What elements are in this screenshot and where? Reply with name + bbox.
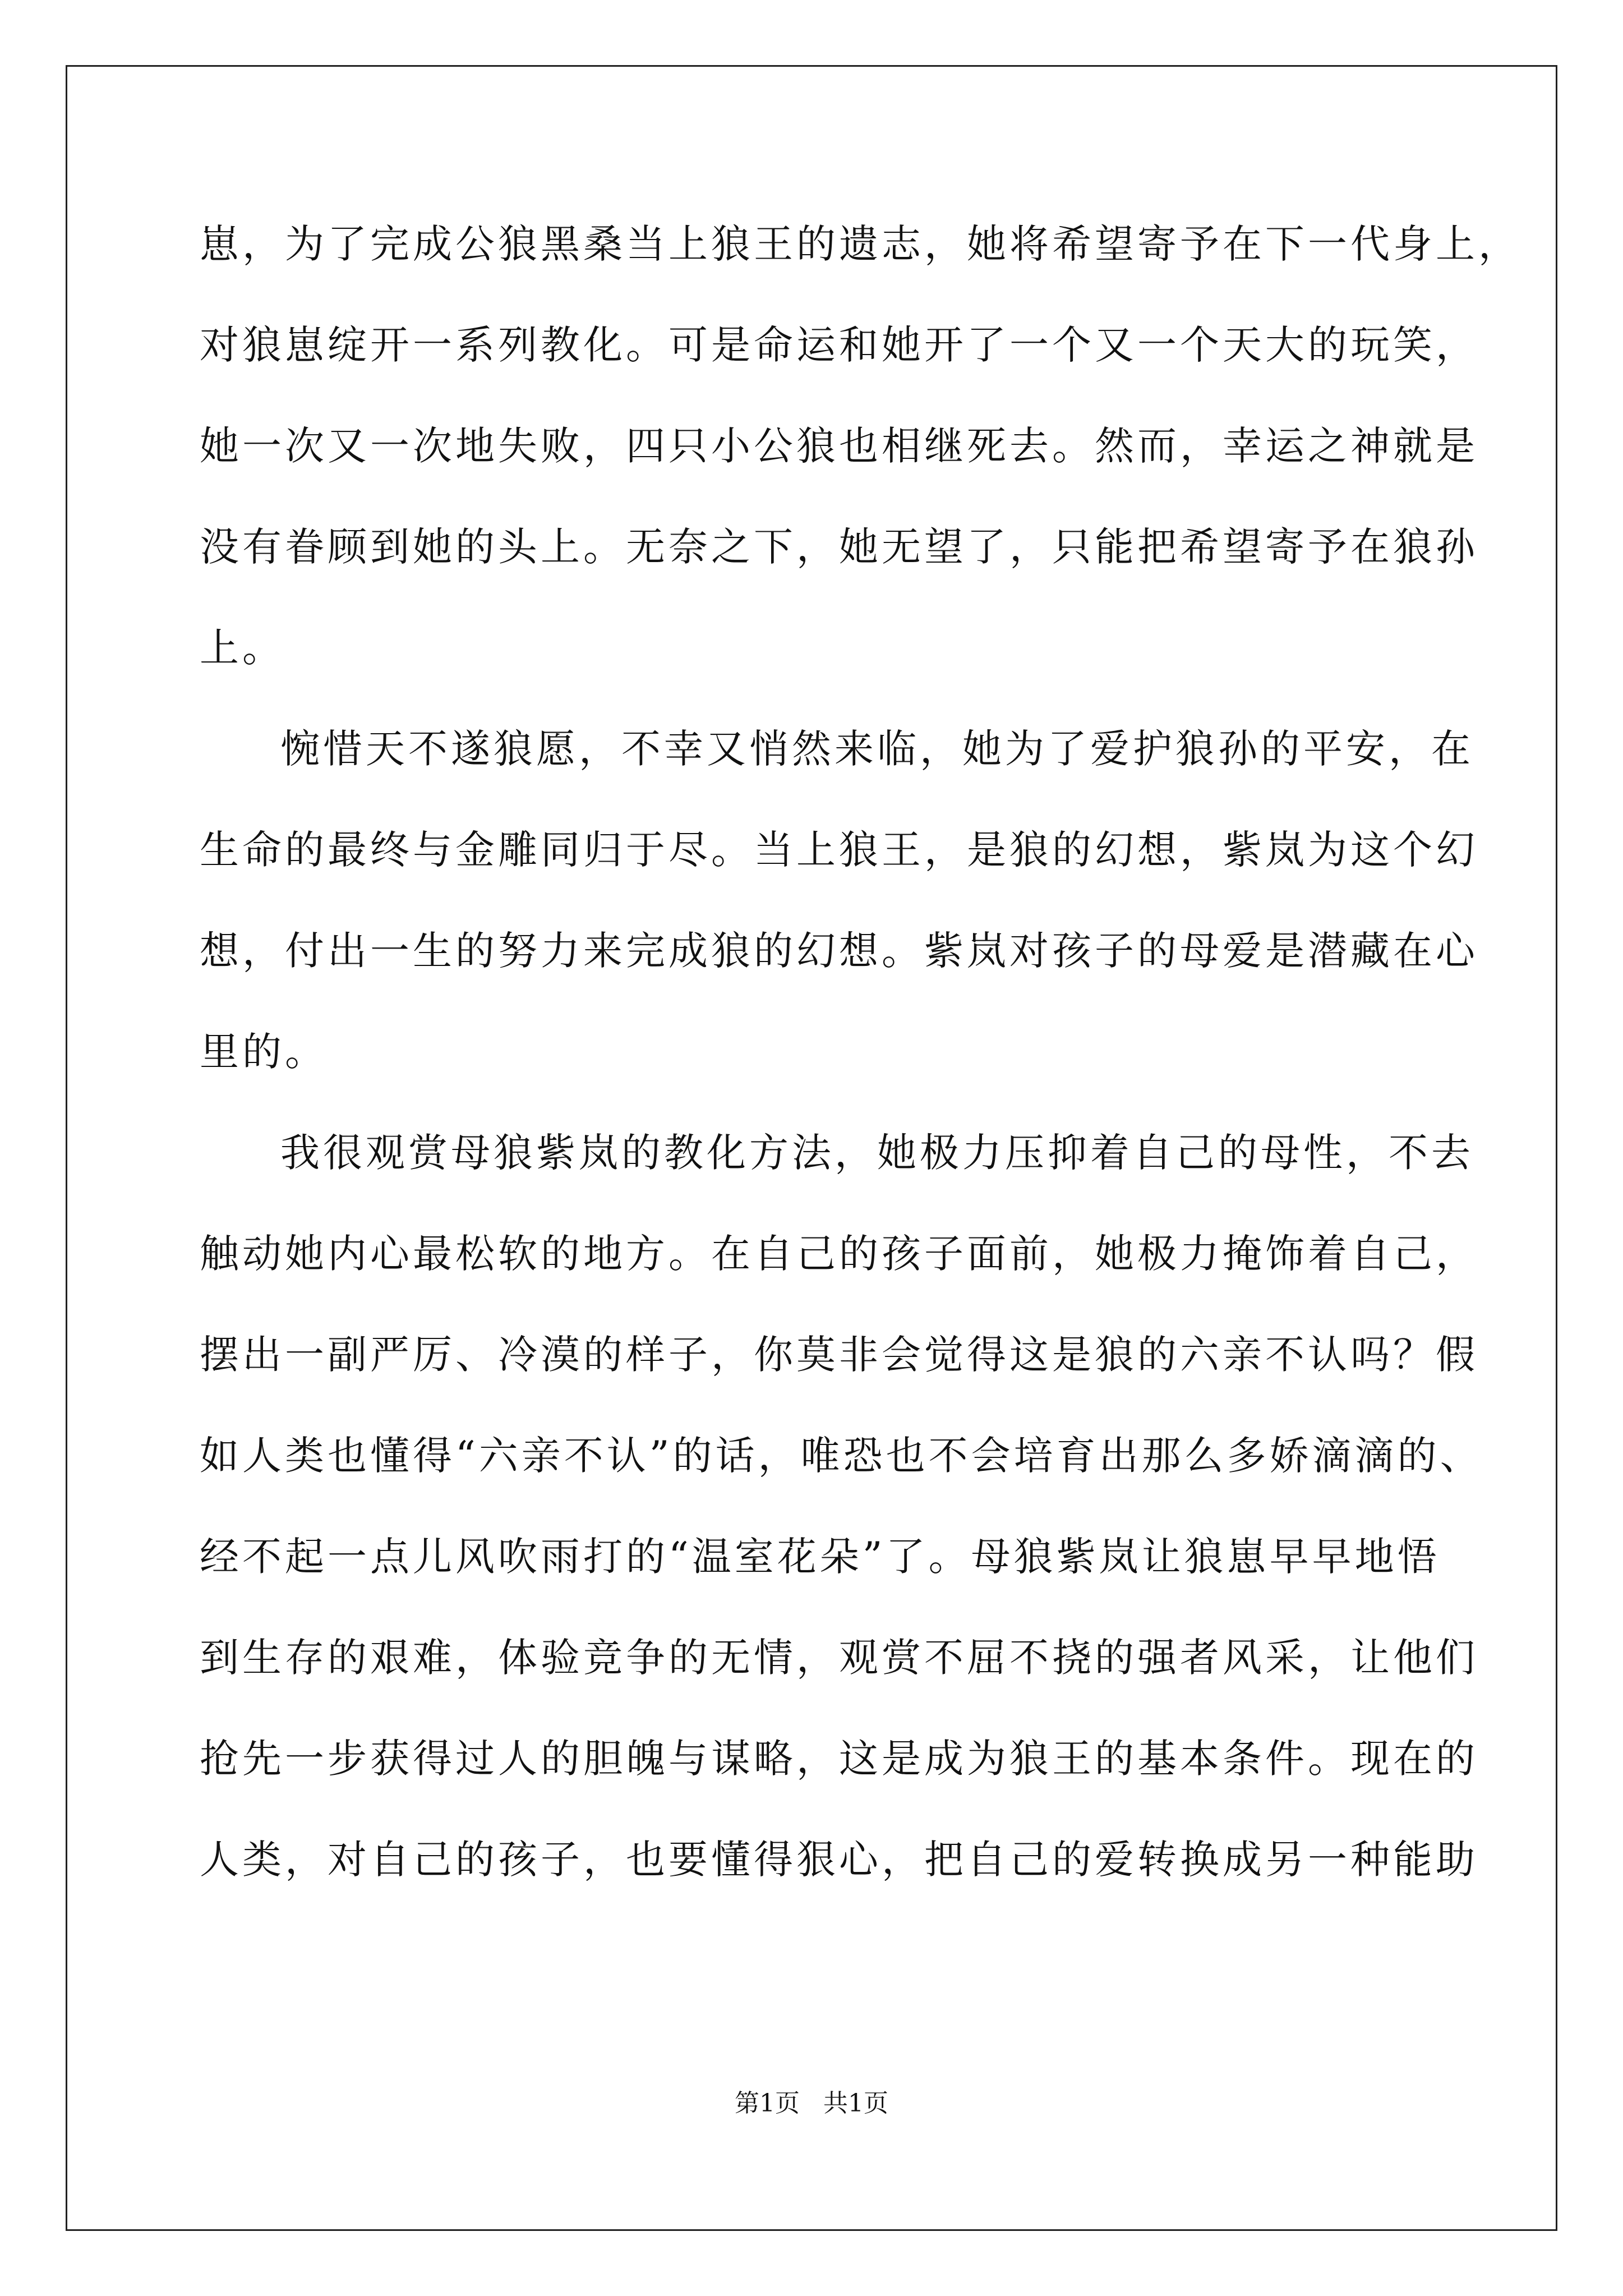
- page-footer: [0, 2087, 1623, 2120]
- text-line: 人类，对自己的孩子，也要懂得狠心，把自己的爱转换成另一种能助: [200, 1837, 1478, 1883]
- text-line: 如人类也懂得“六亲不认”的话，唯恐也不会培育出那么多娇滴滴的、: [200, 1433, 1483, 1479]
- page-total: 共1页: [823, 2089, 888, 2118]
- text-line: 里的。: [200, 1029, 328, 1075]
- paragraph-start-line: 我很观赏母狼紫岚的教化方法，她极力压抑着自己的母性，不去: [280, 1130, 1474, 1176]
- text-line: 她一次又一次地失败，四只小公狼也相继死去。然而，幸运之神就是: [200, 423, 1478, 469]
- text-line: 对狼崽绽开一系列教化。可是命运和她开了一个又一个天大的玩笑，: [200, 322, 1478, 368]
- text-line: 摆出一副严厉、冷漠的样子，你莫非会觉得这是狼的六亲不认吗？假: [200, 1332, 1478, 1378]
- text-line: 生命的最终与金雕同归于尽。当上狼王，是狼的幻想，紫岚为这个幻: [200, 827, 1478, 873]
- text-line: 经不起一点儿风吹雨打的“温室花朵”了。母狼紫岚让狼崽早早地悟: [200, 1534, 1440, 1580]
- page-number: 第1页: [735, 2089, 800, 2118]
- text-line: 崽，为了完成公狼黑桑当上狼王的遗志，她将希望寄予在下一代身上，: [200, 221, 1521, 267]
- text-line: 抢先一步获得过人的胆魄与谋略，这是成为狼王的基本条件。现在的: [200, 1736, 1478, 1782]
- text-line: 上。: [200, 625, 285, 671]
- text-line: 到生存的艰难，体验竞争的无情，观赏不屈不挠的强者风采，让他们: [200, 1635, 1478, 1681]
- text-line: 没有眷顾到她的头上。无奈之下，她无望了，只能把希望寄予在狼孙: [200, 524, 1478, 570]
- paragraph-start-line: 惋惜天不遂狼愿，不幸又悄然来临，她为了爱护狼孙的平安，在: [280, 726, 1474, 772]
- text-line: 想，付出一生的努力来完成狼的幻想。紫岚对孩子的母爱是潜藏在心: [200, 928, 1478, 974]
- text-line: 触动她内心最松软的地方。在自己的孩子面前，她极力掩饰着自己，: [200, 1231, 1478, 1277]
